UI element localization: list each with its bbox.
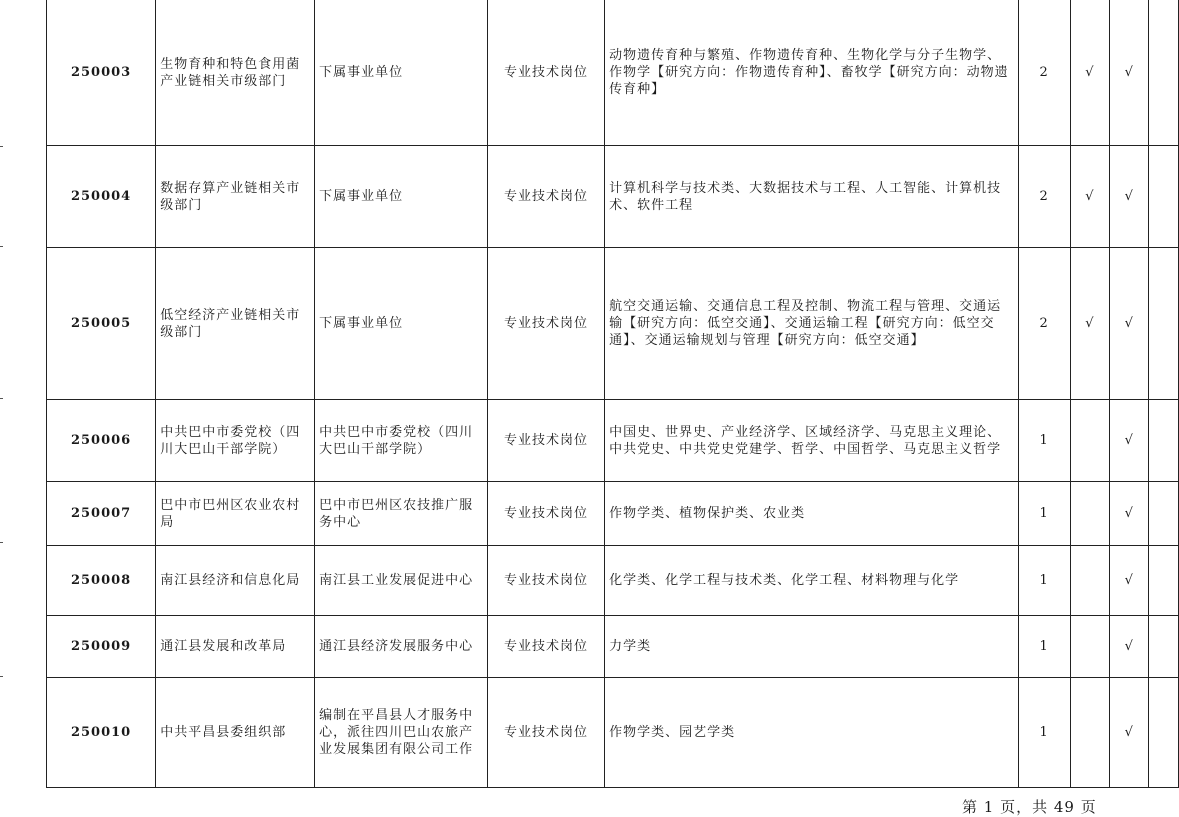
post-type: 专业技术岗位: [487, 248, 604, 400]
department-name: 巴中市巴州区农业农村局: [156, 482, 315, 546]
department-name: 中共平昌县委组织部: [156, 678, 315, 788]
position-code: 250003: [47, 0, 156, 146]
major-requirements: 化学类、化学工程与技术类、化学工程、材料物理与化学: [605, 546, 1019, 616]
job-positions-table: [46, 0, 1179, 788]
check-mark-a: √: [1070, 248, 1110, 400]
post-type: 专业技术岗位: [487, 146, 604, 248]
check-mark-b: √: [1110, 678, 1149, 788]
recruit-count: 1: [1018, 400, 1070, 482]
major-requirements: 计算机科学与技术类、大数据技术与工程、人工智能、计算机技术、软件工程: [605, 146, 1019, 248]
recruit-count: 2: [1018, 248, 1070, 400]
page-number-footer: 第 1 页，共 49 页: [962, 798, 1097, 816]
post-type: 专业技术岗位: [487, 482, 604, 546]
check-mark-a: √: [1070, 0, 1110, 146]
check-mark-b: √: [1110, 616, 1149, 678]
recruit-count: 1: [1018, 616, 1070, 678]
recruit-count: 2: [1018, 146, 1070, 248]
major-requirements: 力学类: [605, 616, 1019, 678]
empty-cell: [1149, 678, 1179, 788]
department-name: 通江县发展和改革局: [156, 616, 315, 678]
check-mark-b: √: [1110, 400, 1149, 482]
post-type: 专业技术岗位: [487, 678, 604, 788]
table-row: [47, 146, 1179, 248]
post-type: 专业技术岗位: [487, 400, 604, 482]
position-code: 250010: [47, 678, 156, 788]
empty-cell: [1149, 400, 1179, 482]
empty-cell: [1149, 146, 1179, 248]
major-requirements: 作物学类、植物保护类、农业类: [605, 482, 1019, 546]
department-name: 生物育种和特色食用菌产业链相关市级部门: [156, 0, 315, 146]
table-row: [47, 546, 1179, 616]
table-row: [47, 482, 1179, 546]
post-type: 专业技术岗位: [487, 616, 604, 678]
check-mark-b: √: [1110, 248, 1149, 400]
empty-cell: [1149, 546, 1179, 616]
employer-unit: 通江县经济发展服务中心: [315, 616, 488, 678]
check-mark-a: [1070, 546, 1110, 616]
table-row: [47, 248, 1179, 400]
department-name: 中共巴中市委党校（四川大巴山干部学院）: [156, 400, 315, 482]
employer-unit: 下属事业单位: [315, 248, 488, 400]
position-code: 250004: [47, 146, 156, 248]
page-edge-mark: [0, 676, 3, 677]
employer-unit: 下属事业单位: [315, 0, 488, 146]
employer-unit: 巴中市巴州区农技推广服务中心: [315, 482, 488, 546]
position-code: 250005: [47, 248, 156, 400]
check-mark-a: [1070, 482, 1110, 546]
major-requirements: 作物学类、园艺学类: [605, 678, 1019, 788]
major-requirements: 动物遗传育种与繁殖、作物遗传育种、生物化学与分子生物学、作物学【研究方向：作物遗传育种】、畜牧学【研究方向：动物遗传育种】: [605, 0, 1019, 146]
table-row: [47, 0, 1179, 146]
page-edge-mark: [0, 398, 3, 399]
check-mark-a: [1070, 678, 1110, 788]
department-name: 数据存算产业链相关市级部门: [156, 146, 315, 248]
recruit-count: 2: [1018, 0, 1070, 146]
recruit-count: 1: [1018, 678, 1070, 788]
recruit-count: 1: [1018, 482, 1070, 546]
empty-cell: [1149, 482, 1179, 546]
check-mark-a: √: [1070, 146, 1110, 248]
major-requirements: 中国史、世界史、产业经济学、区域经济学、马克思主义理论、中共党史、中共党史党建学、哲学、中国哲学、马克思主义哲学: [605, 400, 1019, 482]
check-mark-b: √: [1110, 546, 1149, 616]
position-code: 250009: [47, 616, 156, 678]
page-edge-mark: [0, 146, 3, 147]
table-row: [47, 678, 1179, 788]
page-edge-mark: [0, 542, 3, 543]
position-code: 250007: [47, 482, 156, 546]
table-row: [47, 400, 1179, 482]
department-name: 南江县经济和信息化局: [156, 546, 315, 616]
check-mark-a: [1070, 400, 1110, 482]
major-requirements: 航空交通运输、交通信息工程及控制、物流工程与管理、交通运输【研究方向：低空交通】、交通运输工程【研究方向：低空交通】、交通运输规划与管理【研究方向：低空交通】: [605, 248, 1019, 400]
table-row: [47, 616, 1179, 678]
check-mark-a: [1070, 616, 1110, 678]
position-code: 250006: [47, 400, 156, 482]
employer-unit: 中共巴中市委党校（四川大巴山干部学院）: [315, 400, 488, 482]
empty-cell: [1149, 0, 1179, 146]
check-mark-b: √: [1110, 0, 1149, 146]
department-name: 低空经济产业链相关市级部门: [156, 248, 315, 400]
empty-cell: [1149, 616, 1179, 678]
employer-unit: 南江县工业发展促进中心: [315, 546, 488, 616]
employer-unit: 编制在平昌县人才服务中心，派往四川巴山农旅产业发展集团有限公司工作: [315, 678, 488, 788]
empty-cell: [1149, 248, 1179, 400]
page-edge-mark: [0, 246, 3, 247]
recruit-count: 1: [1018, 546, 1070, 616]
employer-unit: 下属事业单位: [315, 146, 488, 248]
check-mark-b: √: [1110, 482, 1149, 546]
post-type: 专业技术岗位: [487, 546, 604, 616]
position-code: 250008: [47, 546, 156, 616]
post-type: 专业技术岗位: [487, 0, 604, 146]
check-mark-b: √: [1110, 146, 1149, 248]
